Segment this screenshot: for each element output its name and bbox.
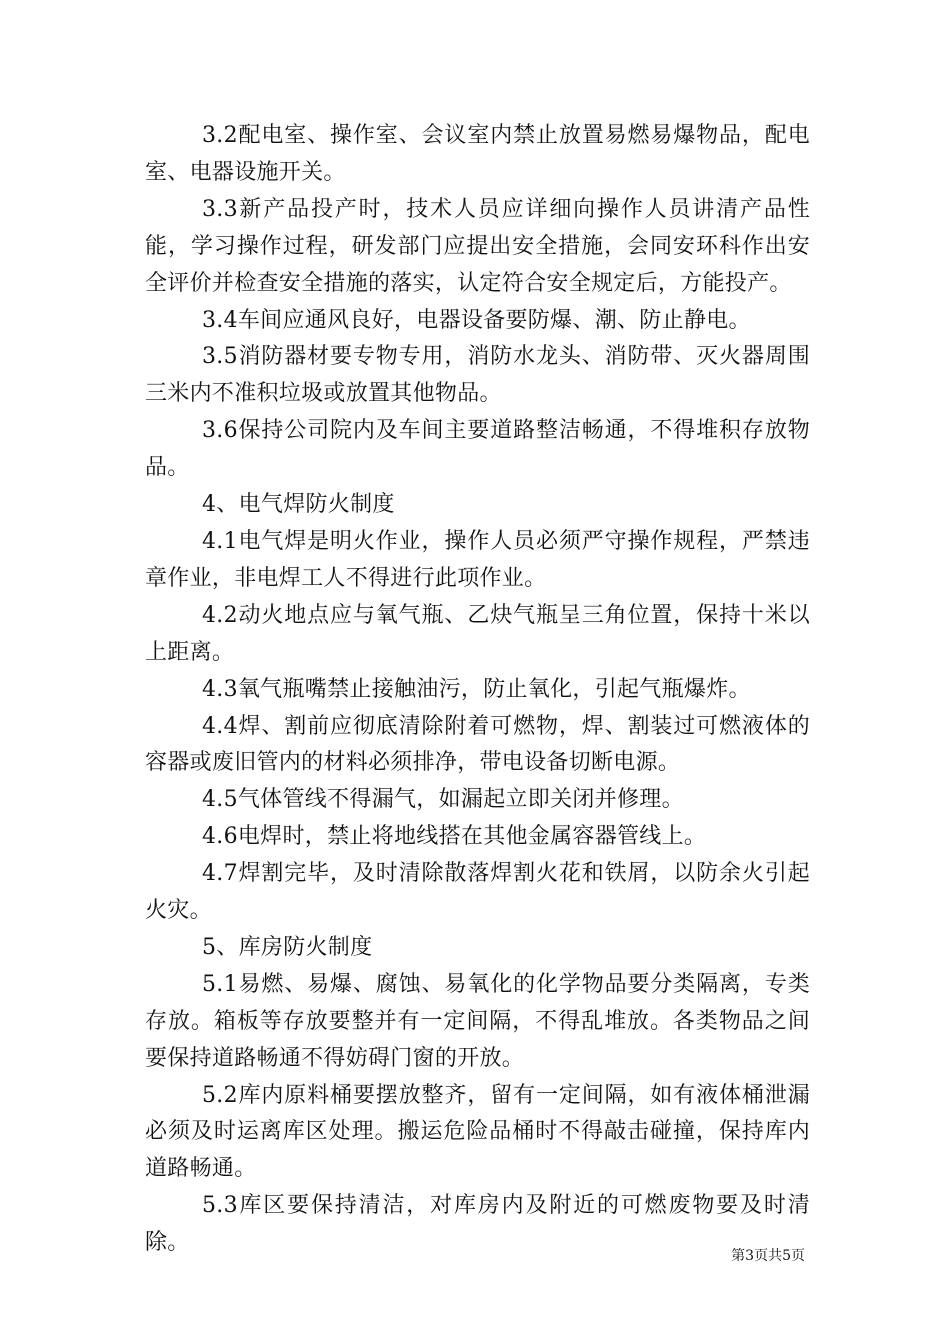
- paragraph-4-4: 4.4焊、割前应彻底清除附着可燃物，焊、割装过可燃液体的容器或废旧管内的材料必须排净，带电设备切断电源。: [145, 713, 810, 776]
- paragraph-3-6: 3.6保持公司院内及车间主要道路整洁畅通，不得堆积存放物品。: [145, 418, 810, 481]
- paragraph-3-5: 3.5消防器材要专物专用，消防水龙头、消防带、灭火器周围三米内不准积垃圾或放置其他物品。: [145, 344, 810, 407]
- paragraph-4-6: 4.6电焊时，禁止将地线搭在其他金属容器管线上。: [202, 824, 707, 850]
- paragraph-4-1: 4.1电气焊是明火作业，操作人员必须严守操作规程，严禁违章作业，非电焊工人不得进行此项作业。: [145, 528, 810, 591]
- section-heading-5: 5、库房防火制度: [202, 934, 373, 960]
- section-heading-4: 4、电气焊防火制度: [202, 492, 395, 518]
- paragraph-4-5: 4.5气体管线不得漏气，如漏起立即关闭并修理。: [202, 787, 684, 813]
- paragraph-4-2: 4.2动火地点应与氧气瓶、乙炔气瓶呈三角位置，保持十米以上距离。: [145, 602, 810, 665]
- document-body: [145, 118, 810, 1262]
- paragraph-3-2: 3.2配电室、操作室、会议室内禁止放置易燃易爆物品，配电室、电器设施开关。: [145, 123, 810, 185]
- page-number-footer: 第3页共5页: [731, 1248, 805, 1264]
- paragraph-5-2: 5.2库内原料桶要摆放整齐，留有一定间隔，如有液体桶泄漏必须及时运离库区处理。搬运危险品桶时不得敲击碰撞，保持库内道路畅通。: [145, 1082, 810, 1182]
- paragraph-5-3: 5.3库区要保持清洁，对库房内及附近的可燃废物要及时清除。: [145, 1193, 810, 1256]
- paragraph-4-3: 4.3氧气瓶嘴禁止接触油污，防止氧化，引起气瓶爆炸。: [202, 676, 751, 702]
- paragraph-3-3: 3.3新产品投产时，技术人员应详细向操作人员讲清产品性能，学习操作过程，研发部门应提出安全措施，会同安环科作出安全评价并检查安全措施的落实，认定符合安全规定后，方能投产。: [145, 196, 810, 296]
- paragraph-4-7: 4.7焊割完毕，及时清除散落焊割火花和铁屑，以防余火引起火灾。: [145, 861, 810, 924]
- paragraph-5-1: 5.1易燃、易爆、腐蚀、易氧化的化学物品要分类隔离，专类存放。箱板等存放要整并有一定间隔，不得乱堆放。各类物品之间要保持道路畅通不得妨碍门窗的开放。: [145, 971, 810, 1071]
- paragraph-3-4: 3.4车间应通风良好，电器设备要防爆、潮、防止静电。: [202, 307, 751, 333]
